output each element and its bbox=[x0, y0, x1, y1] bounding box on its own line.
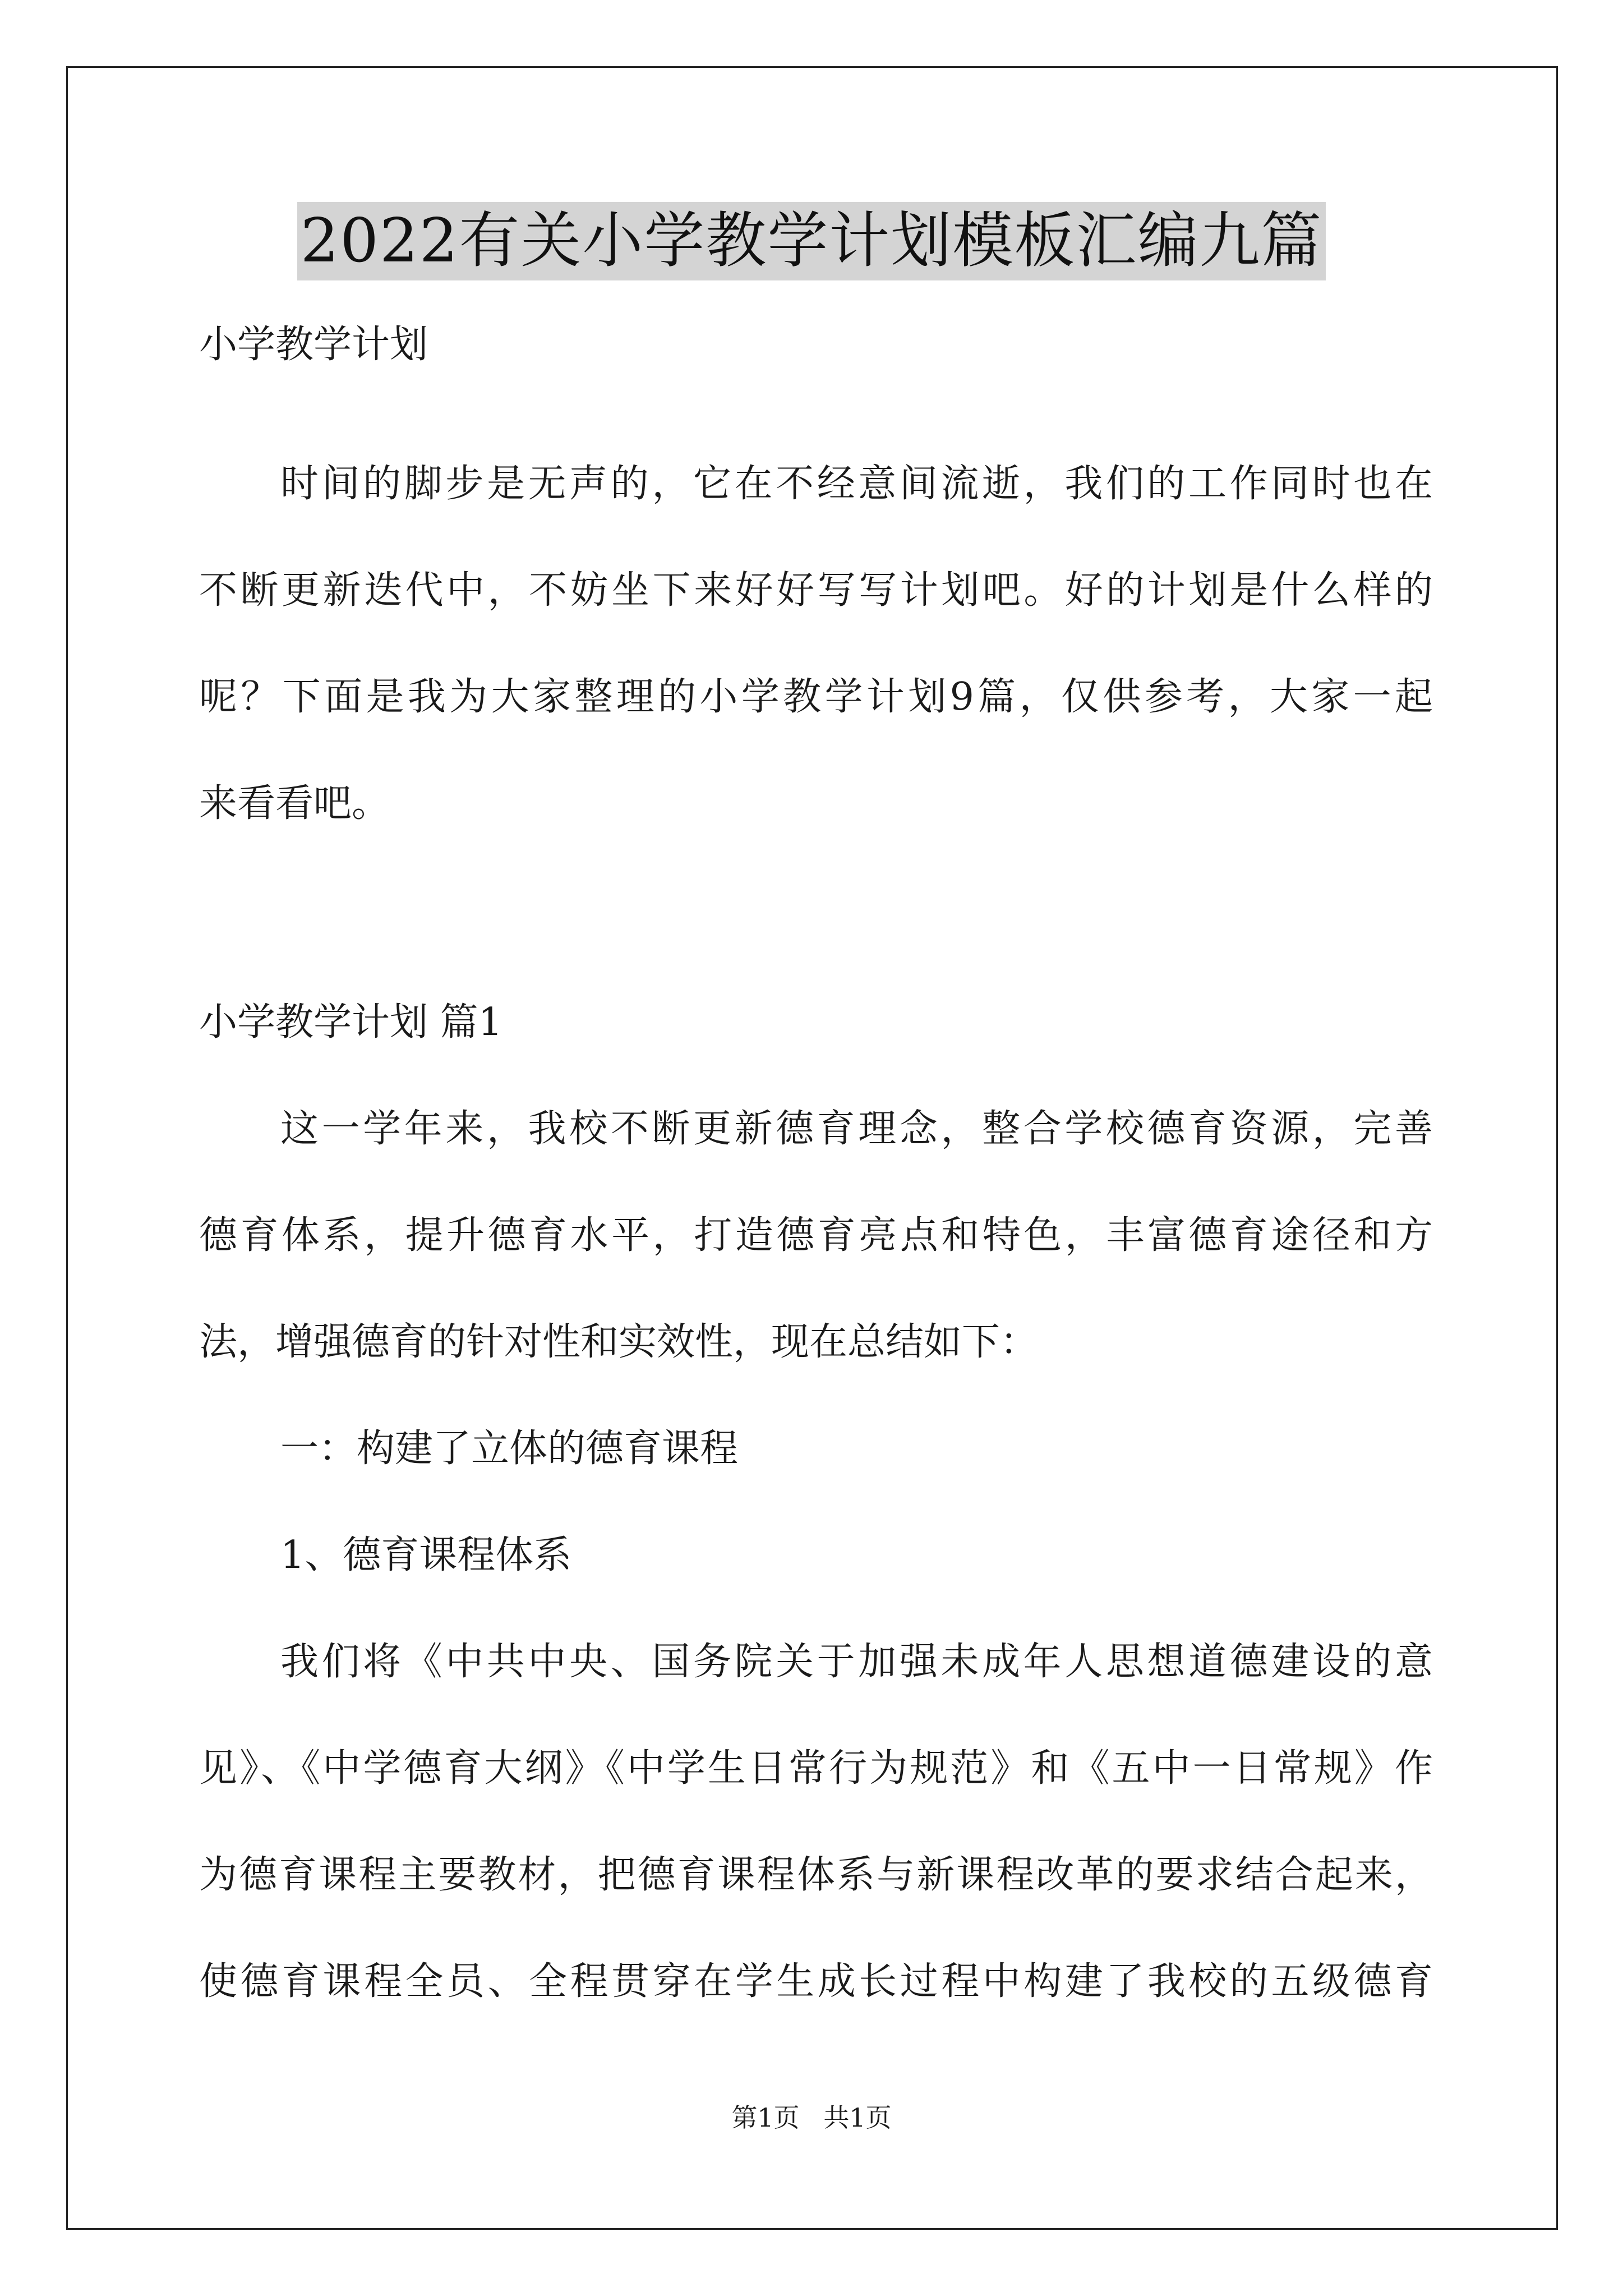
paragraph-line: 这一学年来，我校不断更新德育理念，整合学校德育资源，完善 bbox=[280, 1107, 1433, 1151]
section-heading: 小学教学计划 bbox=[199, 323, 428, 367]
paragraph-line: 我们将《中共中央、国务院关于加强未成年人思想道德建设的意 bbox=[280, 1640, 1433, 1684]
paragraph-line: 法，增强德育的针对性和实效性，现在总结如下： bbox=[199, 1320, 1039, 1364]
paragraph-line: 为德育课程主要教材，把德育课程体系与新课程改革的要求结合起来， bbox=[199, 1853, 1433, 1897]
section-heading: 小学教学计划 篇1 bbox=[199, 1000, 502, 1045]
paragraph-line: 使德育课程全员、全程贯穿在学生成长过程中构建了我校的五级德育 bbox=[199, 1959, 1433, 2004]
paragraph-line: 见》、《中学德育大纲》《中学生日常行为规范》和《五中一日常规》作 bbox=[199, 1746, 1433, 1791]
title-container bbox=[0, 202, 1623, 280]
paragraph-line: 来看看吧。 bbox=[199, 781, 390, 826]
paragraph-line: 不断更新迭代中，不妨坐下来好好写写计划吧。好的计划是什么样的 bbox=[199, 568, 1433, 613]
subsection-heading: 一：构建了立体的德育课程 bbox=[280, 1427, 739, 1471]
paragraph-line: 呢？下面是我为大家整理的小学教学计划9篇，仅供参考，大家一起 bbox=[199, 675, 1433, 719]
paragraph-line: 德育体系，提升德育水平，打造德育亮点和特色，丰富德育途径和方 bbox=[199, 1213, 1433, 1258]
document-title: 2022有关小学教学计划模板汇编九篇 bbox=[297, 202, 1326, 280]
page-number-current: 第1页 bbox=[731, 2102, 800, 2133]
subsection-heading: 1、德育课程体系 bbox=[280, 1533, 572, 1577]
page-footer bbox=[0, 2101, 1623, 2134]
paragraph-line: 时间的脚步是无声的，它在不经意间流逝，我们的工作同时也在 bbox=[280, 462, 1433, 506]
page-number-total: 共1页 bbox=[823, 2102, 892, 2133]
